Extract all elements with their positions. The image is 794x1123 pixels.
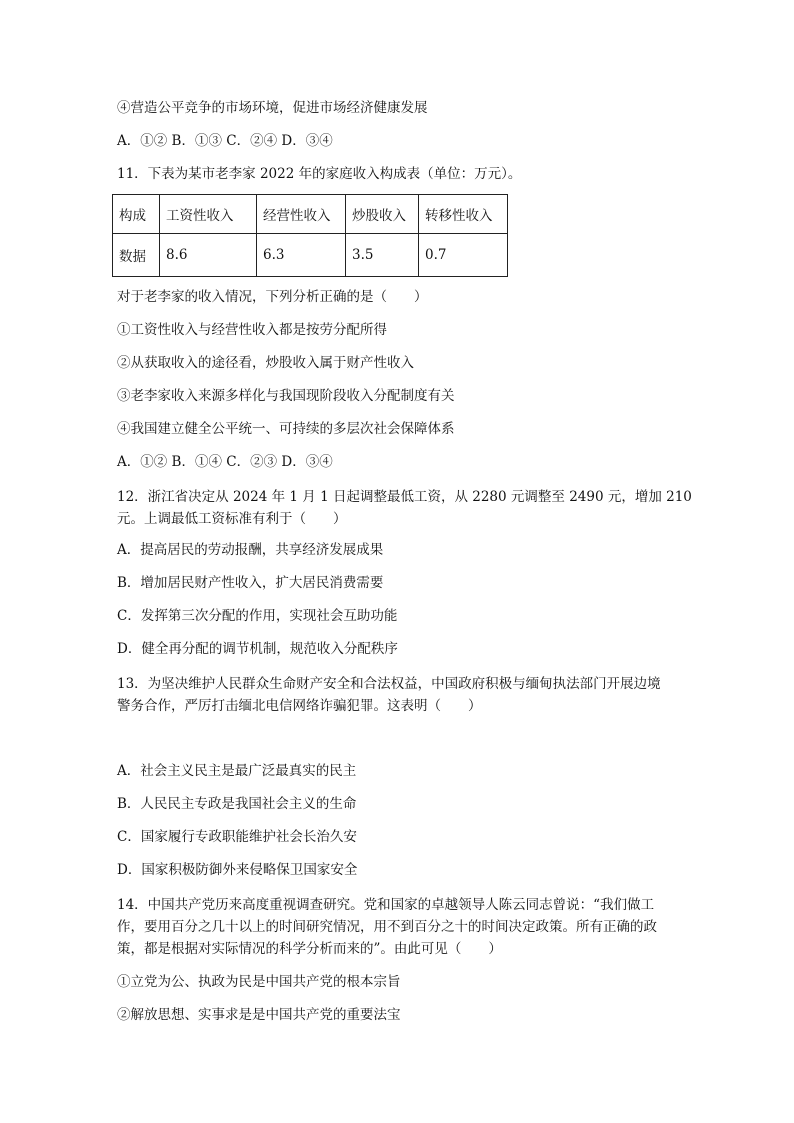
income-table	[112, 194, 508, 277]
table-cell: 6.3	[257, 234, 346, 277]
q11-item-3: ③老李家收入来源多样化与我国现阶段收入分配制度有关	[117, 388, 455, 404]
q14-item-2: ②解放思想、实事求是是中国共产党的重要法宝	[117, 1007, 401, 1023]
q14-item-1: ①立党为公、执政为民是中国共产党的根本宗旨	[117, 974, 401, 990]
table-row	[113, 234, 508, 277]
q11-item-1: ①工资性收入与经营性收入都是按劳分配所得	[117, 322, 387, 338]
q14-stem-line-3: 策，都是根据对实际情况的科学分析而来的”。由此可见（ ）	[117, 941, 502, 957]
q13-option-b: B．人民民主专政是我国社会主义的生命	[117, 796, 357, 812]
q13-option-c: C．国家履行专政职能维护社会长治久安	[117, 829, 357, 845]
table-header-cell: 工资性收入	[160, 195, 257, 234]
q14-stem-line-1: 14．中国共产党历来高度重视调查研究。党和国家的卓越领导人陈云同志曾说：“我们做工	[117, 897, 655, 913]
q12-stem-line-1: 12．浙江省决定从 2024 年 1 月 1 日起调整最低工资，从 2280 元调整至 2490 元，增加 210	[117, 489, 692, 505]
table-header-cell: 构成	[113, 195, 160, 234]
q14-stem-line-2: 作，要用百分之几十以上的时间研究情况，用不到百分之十的时间决定政策。所有正确的政	[117, 919, 657, 935]
q12-stem-line-2: 元。上调最低工资标准有利于（ ）	[117, 511, 347, 527]
q11-stem: 11．下表为某市老李家 2022 年的家庭收入构成表（单位：万元）。	[117, 166, 522, 182]
q13-option-d: D．国家积极防御外来侵略保卫国家安全	[117, 862, 358, 878]
q13-stem-line-2: 警务合作，严厉打击缅北电信网络诈骗犯罪。这表明（ ）	[117, 698, 482, 714]
table-header-cell: 经营性收入	[257, 195, 346, 234]
table-header-cell: 转移性收入	[419, 195, 508, 234]
table-row	[113, 195, 508, 234]
q11-item-4: ④我国建立健全公平统一、可持续的多层次社会保障体系	[117, 421, 455, 437]
table-cell: 3.5	[346, 234, 419, 277]
table-cell: 数据	[113, 234, 160, 277]
q13-option-a: A．社会主义民主是最广泛最真实的民主	[117, 763, 357, 779]
q10-options: A．①② B．①③ C．②④ D．③④	[117, 133, 333, 149]
q12-option-b: B．增加居民财产性收入，扩大居民消费需要	[117, 575, 384, 591]
q10-item-4: ④营造公平竞争的市场环境，促进市场经济健康发展	[117, 100, 428, 116]
q11-item-2: ②从获取收入的途径看，炒股收入属于财产性收入	[117, 355, 414, 371]
q12-option-a: A．提高居民的劳动报酬，共享经济发展成果	[117, 542, 384, 558]
table-header-cell: 炒股收入	[346, 195, 419, 234]
q13-stem-line-1: 13．为坚决维护人民群众生命财产安全和合法权益，中国政府积极与缅甸执法部门开展边境	[117, 676, 661, 692]
table-cell: 0.7	[419, 234, 508, 277]
q11-question: 对于老李家的收入情况，下列分析正确的是（ ）	[117, 289, 428, 305]
q12-option-c: C．发挥第三次分配的作用，实现社会互助功能	[117, 608, 398, 624]
table-cell: 8.6	[160, 234, 257, 277]
q11-options: A．①② B．①④ C．②③ D．③④	[117, 454, 333, 470]
q12-option-d: D．健全再分配的调节机制，规范收入分配秩序	[117, 641, 398, 657]
